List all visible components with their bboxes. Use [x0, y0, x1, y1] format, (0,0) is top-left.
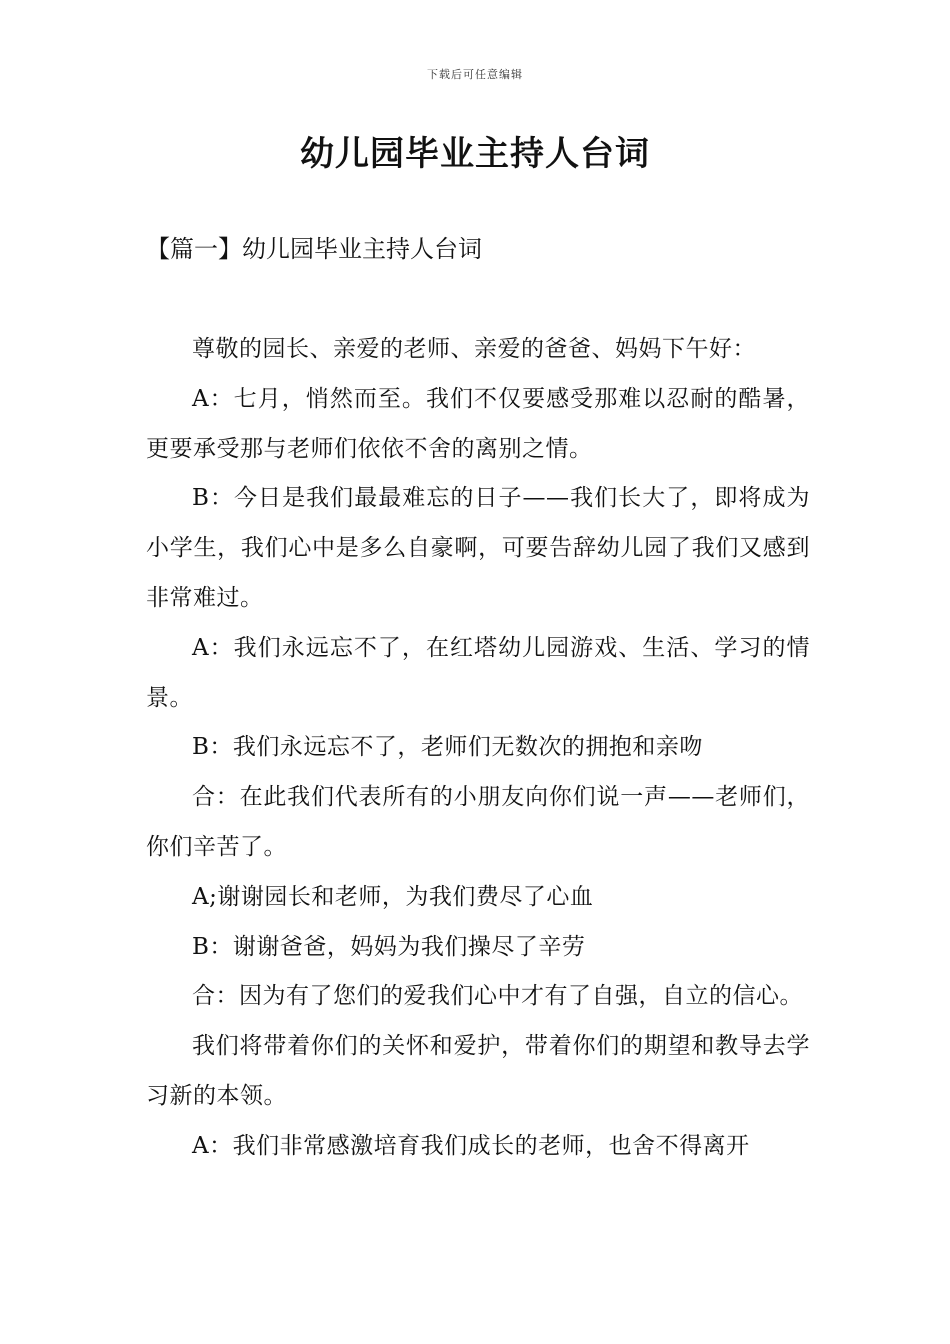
document-body	[146, 325, 810, 1172]
paragraph: B：今日是我们最最难忘的日子——我们长大了，即将成为小学生，我们心中是多么自豪啊，可要告辞幼儿园了我们又感到非常难过。	[146, 485, 810, 611]
paragraph: A;谢谢园长和老师，为我们费尽了心血	[192, 883, 594, 910]
paragraph: B：谢谢爸爸，妈妈为我们操尽了辛劳	[192, 933, 586, 960]
paragraph: A：七月，悄然而至。我们不仅要感受那难以忍耐的酷暑，更要承受那与老师们依依不舍的离别之情。	[146, 385, 810, 462]
header-note: 下载后可任意编辑	[427, 68, 523, 81]
paragraph-greeting: 尊敬的园长、亲爱的老师、亲爱的爸爸、妈妈下午好：	[192, 336, 756, 362]
paragraph: A：我们非常感激培育我们成长的老师，也舍不得离开	[192, 1132, 750, 1159]
paragraph: 我们将带着你们的关怀和爱护，带着你们的期望和教导去学习新的本领。	[146, 1033, 810, 1109]
paragraph: A：我们永远忘不了，在红塔幼儿园游戏、生活、学习的情景。	[146, 634, 810, 711]
paragraph: 合：在此我们代表所有的小朋友向你们说一声——老师们，你们辛苦了。	[146, 784, 810, 860]
document-title: 幼儿园毕业主持人台词	[300, 134, 650, 174]
paragraph: 合：因为有了您们的爱我们心中才有了自强，自立的信心。	[192, 983, 803, 1010]
section-heading: 【篇一】幼儿园毕业主持人台词	[146, 235, 482, 263]
paragraph: B：我们永远忘不了，老师们无数次的拥抱和亲吻	[192, 734, 703, 761]
